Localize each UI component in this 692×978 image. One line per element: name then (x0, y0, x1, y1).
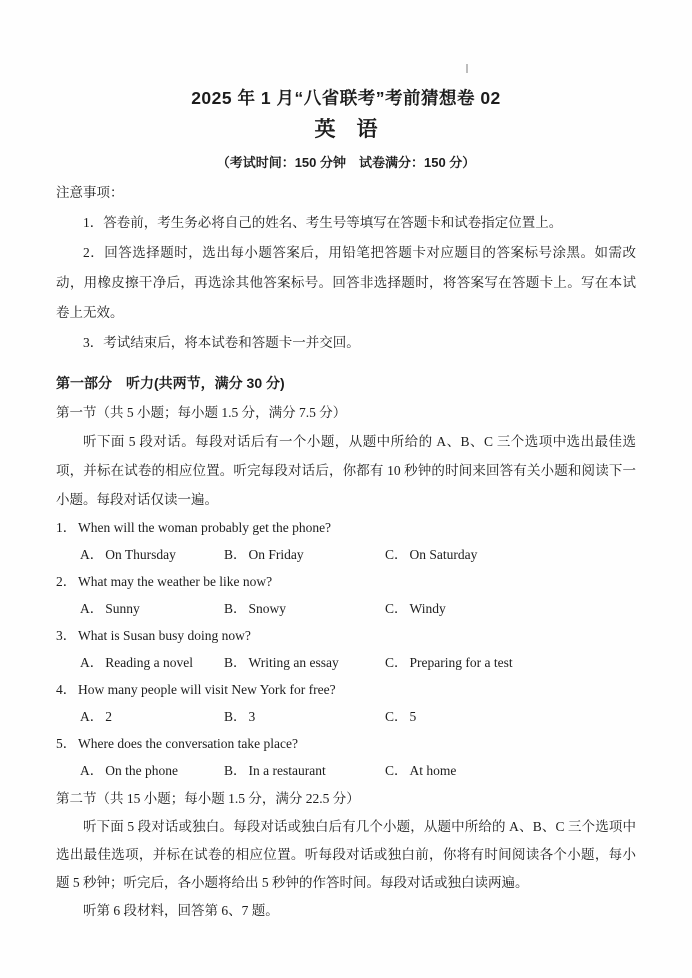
subject-title: 英 语 (314, 118, 378, 141)
exam-info: （考试时间：150 分钟 试卷满分：150 分） (216, 155, 476, 170)
option-a-text: 2 (105, 709, 112, 724)
option-b (224, 595, 385, 622)
question-3 (56, 622, 636, 676)
option-a (80, 541, 224, 568)
option-c (385, 649, 636, 676)
option-c-text: On Saturday (409, 547, 478, 562)
option-a-label: A． (80, 655, 104, 670)
question-text: When will the woman probably get the phone? (78, 520, 332, 535)
options-row (56, 595, 636, 622)
option-b (224, 541, 385, 568)
option-c-text: Windy (409, 601, 446, 616)
option-a-label: A． (80, 601, 104, 616)
option-a-text: On the phone (105, 763, 178, 778)
option-a (80, 649, 224, 676)
option-b (224, 703, 385, 730)
option-c-label: C． (385, 709, 408, 724)
option-a (80, 703, 224, 730)
option-a-label: A． (80, 709, 104, 724)
option-a (80, 595, 224, 622)
stray-mark (466, 64, 468, 73)
option-c-text: 5 (409, 709, 417, 724)
question-line (56, 622, 636, 649)
option-b (224, 757, 385, 784)
options-row (56, 703, 636, 730)
option-c-text: At home (409, 763, 457, 778)
option-c-text: Preparing for a test (409, 655, 513, 670)
question-number: 2． (56, 574, 77, 589)
option-a-label: A． (80, 547, 104, 562)
part1-heading: 第一部分 听力(共两节，满分 30 分) (56, 375, 285, 391)
question-text: How many people will visit New York for free? (78, 682, 336, 697)
option-c (385, 757, 636, 784)
option-c (385, 703, 636, 730)
option-a-text: Sunny (105, 601, 140, 616)
option-b-label: B． (224, 547, 247, 562)
question-number: 3． (56, 628, 77, 643)
option-b-text: On Friday (248, 547, 304, 562)
page-title: 2025 年 1 月“八省联考”考前猜想卷 02 (191, 88, 501, 108)
option-b-label: B． (224, 601, 247, 616)
section2-heading: 第二节（共 15 小题；每小题 1.5 分，满分 22.5 分） (56, 791, 360, 806)
option-c-label: C． (385, 655, 408, 670)
spacer (56, 358, 636, 368)
option-b-text: Writing an essay (248, 655, 339, 670)
option-b-label: B． (224, 655, 247, 670)
option-b-text: Snowy (248, 601, 287, 616)
option-c (385, 595, 636, 622)
option-c-label: C． (385, 601, 408, 616)
option-c-label: C． (385, 763, 408, 778)
material-note: 听第 6 段材料，回答第 6、7 题。 (83, 903, 279, 918)
question-number: 5． (56, 736, 77, 751)
question-text: What is Susan busy doing now? (78, 628, 251, 643)
option-a-text: On Thursday (105, 547, 176, 562)
option-b (224, 649, 385, 676)
option-b-text: In a restaurant (248, 763, 326, 778)
question-number: 1． (56, 520, 77, 535)
section1-heading: 第一节（共 5 小题；每小题 1.5 分，满分 7.5 分） (56, 405, 347, 420)
option-b-text: 3 (248, 709, 256, 724)
section2-instructions: 听下面 5 段对话或独白。每段对话或独白后有几个小题，从题中所给的 A、B、C 三个选项中选出最佳选项，并标在试卷的相应位置。听每段对话或独白前，你将有时间阅读各个小题，每小题 5 秒钟；听完后，各小题将给出 5 秒钟的作答时间。每段对话或独白读两遍。 (56, 819, 636, 890)
notice-item-2: 2．回答选择题时，选出每小题答案后，用铅笔把答题卡对应题目的答案标号涂黑。如需改动，用橡皮擦干净后，再选涂其他答案标号。回答非选择题时，将答案写在答题卡上。写在本试卷上无效。 (56, 245, 636, 320)
option-b-label: B． (224, 763, 247, 778)
options-row (56, 649, 636, 676)
question-number: 4． (56, 682, 77, 697)
question-1 (56, 514, 636, 568)
notice-item-1: 1．答卷前，考生务必将自己的姓名、考生号等填写在答题卡和试卷指定位置上。 (83, 215, 563, 230)
question-5 (56, 730, 636, 784)
question-text: Where does the conversation take place? (78, 736, 299, 751)
options-row (56, 757, 636, 784)
notices-heading: 注意事项： (56, 185, 124, 200)
question-2 (56, 568, 636, 622)
section1-instructions: 听下面 5 段对话。每段对话后有一个小题，从题中所给的 A、B、C 三个选项中选出最佳选项，并标在试卷的相应位置。听完每段对话后，你都有 10 秒钟的时间来回答有关小题和阅读下一小题。每段对话仅读一遍。 (56, 434, 636, 507)
option-a (80, 757, 224, 784)
options-row (56, 541, 636, 568)
question-line (56, 514, 636, 541)
question-line (56, 676, 636, 703)
question-line (56, 730, 636, 757)
question-line (56, 568, 636, 595)
option-c (385, 541, 636, 568)
option-a-label: A． (80, 763, 104, 778)
question-4 (56, 676, 636, 730)
option-b-label: B． (224, 709, 247, 724)
question-text: What may the weather be like now? (78, 574, 273, 589)
option-c-label: C． (385, 547, 408, 562)
option-a-text: Reading a novel (105, 655, 193, 670)
notice-item-3: 3．考试结束后，将本试卷和答题卡一并交回。 (83, 335, 360, 350)
